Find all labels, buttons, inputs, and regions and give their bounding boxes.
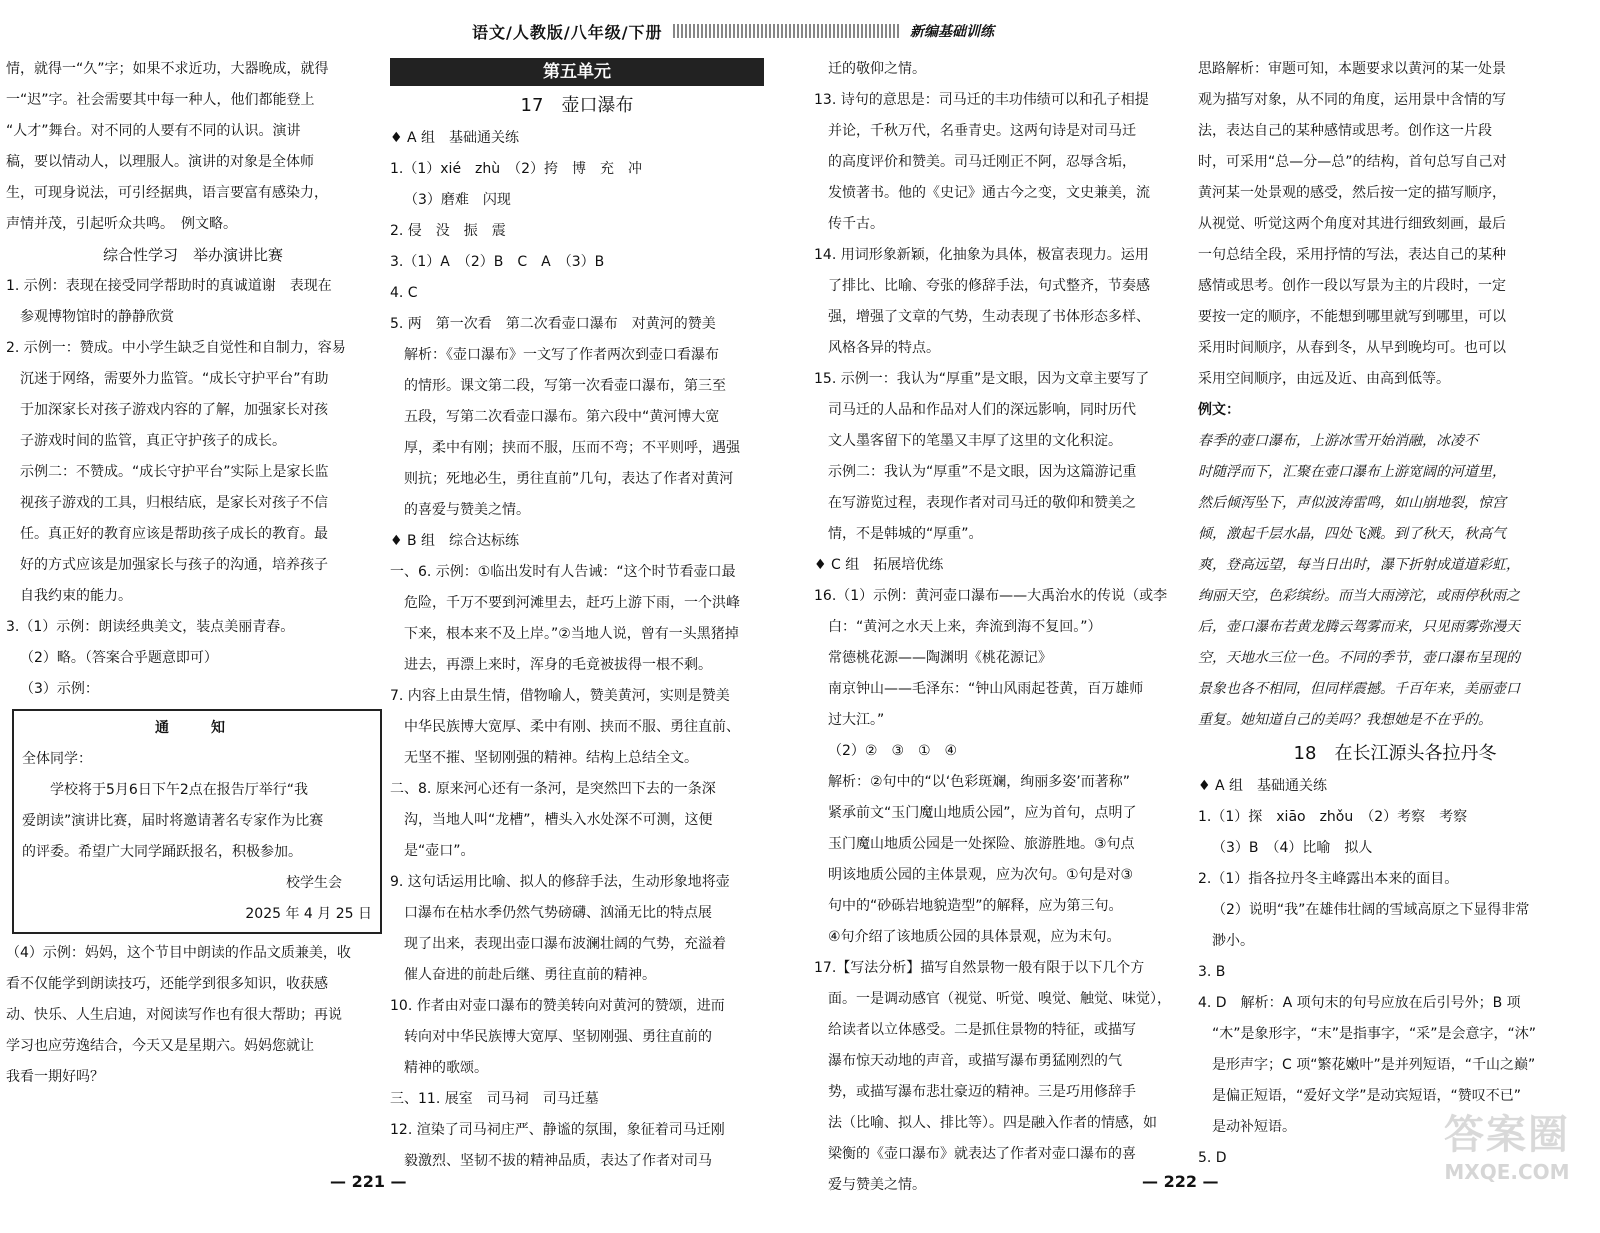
answer-line: 解析：②句中的“以‘色彩斑斓，绚丽多姿’而著称” bbox=[828, 774, 1130, 790]
answer-line: 并论，千秋万代，名垂青史。这两句诗是对司马迁 bbox=[828, 123, 1136, 139]
answer-line: 了排比、比喻、夸张的修辞手法，句式整齐，节奏感 bbox=[828, 278, 1150, 294]
answer-line: 句中的“砂砾岩地貌造型”的解释，应为第三句。 bbox=[828, 898, 1123, 914]
answer-line: 14. 用词形象新颖，化抽象为具体，极富表现力。运用 bbox=[814, 247, 1149, 263]
answer-line: 自我约束的能力。 bbox=[20, 588, 132, 604]
answer-line: 毅激烈、坚韧不拔的精神品质，表达了作者对司马 bbox=[404, 1153, 712, 1169]
answer-line: 三、11. 展室 司马祠 司马迁墓 bbox=[390, 1091, 599, 1107]
answer-line: 思路解析：审题可知，本题要求以黄河的某一处景 bbox=[1198, 61, 1506, 77]
answer-line: 法，表达自己的某种感情或思考。创作这一片段 bbox=[1198, 123, 1492, 139]
answer-line: 风格各异的特点。 bbox=[828, 340, 940, 356]
answer-line: 2. 侵 没 振 震 bbox=[390, 223, 506, 239]
answer-line: 是偏正短语，“爱好文学”是动宾短语，“赞叹不已” bbox=[1212, 1088, 1522, 1104]
series-title: 新编基础训练 bbox=[910, 24, 994, 40]
answer-line: 生，可现身说法，可引经据典，语言要富有感染力， bbox=[6, 185, 328, 201]
answer-line: 5. 两 第一次看 第二次看壶口瀑布 对黄河的赞美 bbox=[390, 316, 716, 332]
answer-line: 玉门魔山地质公园是一处探险、旅游胜地。③句点 bbox=[828, 836, 1135, 852]
answer-line: 现了出来，表现出壶口瀑布波澜壮阔的气势，充溢着 bbox=[404, 936, 726, 952]
answer-line: 一、6. 示例：①临出发时有人告诫：“这个时节看壶口最 bbox=[390, 564, 736, 580]
column-1 bbox=[6, 54, 380, 1093]
answer-line: 在写游览过程，表现作者对司马迁的敬仰和赞美之 bbox=[828, 495, 1136, 511]
answer-line: 厚，柔中有刚；挟而不服，压而不弯；不平则呼，遇强 bbox=[404, 440, 740, 456]
answer-line: 催人奋进的前赴后继、勇往直前的精神。 bbox=[404, 967, 656, 983]
answer-line: 示例二：我认为“厚重”不是文眼，因为这篇游记重 bbox=[828, 464, 1137, 480]
answer-list-1 bbox=[6, 54, 380, 705]
example-text bbox=[1198, 426, 1592, 736]
watermark-url: MXQE.COM bbox=[1444, 1160, 1570, 1184]
answer-line: 迁的敬仰之情。 bbox=[828, 61, 926, 77]
answer-line: ♦ C 组 拓展培优练 bbox=[814, 557, 944, 573]
answer-line: 则抗；死地必生，勇往直前”几句，表达了作者对黄河 bbox=[404, 471, 734, 487]
answer-line: 后，壶口瀑布若黄龙腾云驾雾而来，只见雨雾弥漫天 bbox=[1198, 619, 1520, 635]
answer-line: 然后倾泻坠下，声似波涛雷鸣，如山崩地裂，惊宫 bbox=[1198, 495, 1506, 511]
answer-list-1b bbox=[6, 938, 380, 1093]
answer-line: （4）示例：妈妈，这个节目中朗读的作品文质兼美，收 bbox=[6, 945, 351, 961]
answer-line: 3.（1）示例：朗读经典美文，装点美丽青春。 bbox=[6, 619, 295, 635]
answer-line: 4. D 解析：A 项句末的句号应放在后引号外；B 项 bbox=[1198, 995, 1521, 1011]
answer-line: 爱与赞美之情。 bbox=[828, 1177, 926, 1193]
notice-line: 的评委。希望广大同学踊跃报名，积极参加。 bbox=[22, 844, 302, 860]
answer-line: 一句总结全段，采用抒情的写法，表达自己的某种 bbox=[1198, 247, 1506, 263]
notice-line: 爱朗读”演讲比赛，届时将邀请著名专家作为比赛 bbox=[22, 813, 324, 829]
answer-line: 我看一期好吗？ bbox=[6, 1069, 104, 1085]
answer-line: 看不仅能学到朗读技巧，还能学到很多知识，收获感 bbox=[6, 976, 328, 992]
answer-line: 瀑布惊天动地的声音，或描写瀑布勇猛刚烈的气 bbox=[828, 1053, 1122, 1069]
answer-line: 口瀑布在枯水季仍然气势磅礴、汹涌无比的特点展 bbox=[404, 905, 712, 921]
answer-line: ♦ A 组 基础通关练 bbox=[390, 130, 520, 146]
answer-line: 要按一定的顺序，不能想到哪里就写到哪里，可以 bbox=[1198, 309, 1506, 325]
answer-line: 3.（1）A （2）B C A （3）B bbox=[390, 254, 605, 270]
answer-line: 常德桃花源——陶渊明《桃花源记》 bbox=[828, 650, 1052, 666]
answer-line: ♦ B 组 综合达标练 bbox=[390, 533, 520, 549]
column-3 bbox=[814, 54, 1190, 1201]
answer-line: 1. 示例：表现在接受同学帮助时的真诚道谢 表现在 bbox=[6, 278, 332, 294]
header-pattern bbox=[673, 24, 900, 38]
answer-line: 是形声字；C 项“繁花嫩叶”是并列短语，“千山之巅” bbox=[1212, 1057, 1536, 1073]
answer-line: 是“壶口”。 bbox=[404, 843, 475, 859]
answer-line: 南京钟山——毛泽东：“钟山风雨起苍黄，百万雄师 bbox=[828, 681, 1144, 697]
answer-line: 2.（1）指各拉丹冬主峰露出本来的面目。 bbox=[1198, 871, 1459, 887]
page-number-right: — 222 — bbox=[1142, 1172, 1219, 1191]
answer-line: 空，天地水三位一色。不同的季节，壶口瀑布呈现的 bbox=[1198, 650, 1520, 666]
answer-line: 于加深家长对孩子游戏内容的了解，加强家长对孩 bbox=[20, 402, 328, 418]
answer-line: 参观博物馆时的静静欣赏 bbox=[20, 309, 174, 325]
answer-line: 爽，登高远望，每当日出时，瀑下折射成道道彩虹， bbox=[1198, 557, 1520, 573]
answer-line: 法（比喻、拟人、排比等）。四是融入作者的情感，如 bbox=[828, 1115, 1157, 1131]
running-header bbox=[472, 18, 994, 44]
answer-line: 发愤著书。他的《史记》通古今之变，文史兼美，流 bbox=[828, 185, 1150, 201]
answer-line: 10. 作者由对壶口瀑布的赞美转向对黄河的赞颂，进而 bbox=[390, 998, 725, 1014]
answer-line: 学习也应劳逸结合，今天又是星期六。妈妈您就让 bbox=[6, 1038, 314, 1054]
answer-line: ♦ A 组 基础通关练 bbox=[1198, 778, 1328, 794]
answer-line: 从视觉、听觉这两个角度对其进行细致刻画，最后 bbox=[1198, 216, 1506, 232]
answer-line: 4. C bbox=[390, 285, 418, 301]
answer-line: 感情或思考。创作一段以写景为主的片段时，一定 bbox=[1198, 278, 1506, 294]
answer-line: 视孩子游戏的工具，归根结底，是家长对孩子不信 bbox=[20, 495, 328, 511]
answer-line: 五段，写第二次看壶口瀑布。第六段中“黄河博大宽 bbox=[404, 409, 720, 425]
answer-line: （2）② ③ ① ④ bbox=[828, 743, 958, 759]
answer-line: 黄河某一处景观的感受，然后按一定的描写顺序， bbox=[1198, 185, 1506, 201]
answer-line: ④句介绍了该地质公园的具体景观，应为末句。 bbox=[828, 929, 1121, 945]
answer-line: 春季的壶口瀑布，上游冰雪开始消融，冰凌不 bbox=[1198, 433, 1478, 449]
answer-line: 稿，要以情动人，以理服人。演讲的对象是全体师 bbox=[6, 154, 314, 170]
answer-line: 白：“黄河之水天上来，奔流到海不复回。”） bbox=[828, 619, 1102, 635]
answer-line: 1.（1）探 xiāo zhǒu （2）考察 考察 bbox=[1198, 809, 1468, 825]
notice-line: 学校将于5月6日下午2点在报告厅举行“我 bbox=[50, 782, 308, 798]
answer-line: 景象也各不相同，但同样震撼。千百年来，美丽壶口 bbox=[1198, 681, 1520, 697]
answer-line: 梁衡的《壶口瀑布》就表达了作者对壶口瀑布的喜 bbox=[828, 1146, 1136, 1162]
answer-line: “人才”舞台。对不同的人要有不同的认识。演讲 bbox=[6, 123, 301, 139]
answer-line: 面。一是调动感官（视觉、听觉、嗅觉、触觉、味觉）， bbox=[828, 991, 1171, 1007]
answer-line: 绚丽天空，色彩缤纷。而当大雨滂沱，或雨停秋雨之 bbox=[1198, 588, 1520, 604]
answer-line: “木”是象形字，“末”是指事字，“采”是会意字，“沐” bbox=[1212, 1026, 1537, 1042]
answer-line: 的高度评价和赞美。司马迁刚正不阿，忍辱含垢， bbox=[828, 154, 1136, 170]
answer-line: 文人墨客留下的笔墨又丰厚了这里的文化积淀。 bbox=[828, 433, 1122, 449]
notice-greeting: 全体同学： bbox=[22, 751, 92, 767]
answer-line: 时随浮而下，汇聚在壶口瀑布上游宽阔的河道里， bbox=[1198, 464, 1506, 480]
column-4 bbox=[1198, 54, 1592, 1174]
watermark-logo bbox=[1432, 1103, 1582, 1203]
answer-line: 沉迷于网络，需要外力监管。“成长守护平台”有助 bbox=[20, 371, 329, 387]
answer-line: 沟，当地人叫“龙槽”，槽头入水处深不可测，这便 bbox=[404, 812, 713, 828]
answer-line: 5. D bbox=[1198, 1150, 1227, 1166]
lesson-title: 18 在长江源头各拉丹冬 bbox=[1293, 743, 1497, 764]
notice-date: 2025 年 4 月 25 日 bbox=[245, 906, 372, 922]
answer-line: 是动补短语。 bbox=[1212, 1119, 1296, 1135]
answer-line: 势，或描写瀑布悲壮豪迈的精神。三是巧用修辞手 bbox=[828, 1084, 1136, 1100]
answer-line: 12. 渲染了司马祠庄严、静谧的氛围，象征着司马迁刚 bbox=[390, 1122, 725, 1138]
answer-line: 无坚不摧、坚韧刚强的精神。结构上总结全文。 bbox=[404, 750, 698, 766]
answer-line: 明该地质公园的主体景观，应为次句。①句是对③ bbox=[828, 867, 1134, 883]
watermark-text: 答案圈 bbox=[1444, 1112, 1570, 1158]
answer-line: 17.【写法分析】描写自然景物一般有限于以下几个方 bbox=[814, 960, 1145, 976]
answer-line: 时，可采用“总—分—总”的结构，首句总写自己对 bbox=[1198, 154, 1507, 170]
answer-line: 的情形。课文第二段，写第一次看壶口瀑布，第三至 bbox=[404, 378, 726, 394]
answer-line: 3. B bbox=[1198, 964, 1226, 980]
lesson-title: 17 壶口瀑布 bbox=[520, 95, 634, 116]
answer-line: 给读者以立体感受。二是抓住景物的特征，或描写 bbox=[828, 1022, 1136, 1038]
example-label: 例文： bbox=[1198, 402, 1240, 418]
answer-line: 过大江。” bbox=[828, 712, 885, 728]
page-number-left: — 221 — bbox=[330, 1172, 407, 1191]
answer-line: 重复。她知道自己的美吗？我想她是不在乎的。 bbox=[1198, 712, 1492, 728]
answer-line: 13. 诗句的意思是：司马迁的丰功伟绩可以和孔子相提 bbox=[814, 92, 1149, 108]
answer-line: 下来，根本来不及上岸。”②当地人说，曾有一头黑猪掉 bbox=[404, 626, 739, 642]
answer-list-2 bbox=[390, 123, 764, 1177]
notice-title: 通 知 bbox=[155, 720, 239, 736]
answer-line: 倾，激起千层水晶，四处飞溅。到了秋天，秋高气 bbox=[1198, 526, 1506, 542]
book-subject: 语文/人教版/八年级/下册 bbox=[472, 22, 663, 42]
answer-line: 任。真正好的教育应该是帮助孩子成长的教育。最 bbox=[20, 526, 328, 542]
answer-line: （2）略。（答案合乎题意即可） bbox=[20, 650, 218, 666]
answer-line: 渺小。 bbox=[1212, 933, 1254, 949]
answer-line: 一“迟”字。社会需要其中每一种人，他们都能登上 bbox=[6, 92, 315, 108]
answer-line: 采用时间顺序，从春到冬，从早到晚均可。也可以 bbox=[1198, 340, 1506, 356]
answer-line: 声情并茂，引起听众共鸣。 例文略。 bbox=[6, 216, 237, 232]
answer-line: 示例二：不赞成。“成长守护平台”实际上是家长监 bbox=[20, 464, 329, 480]
answer-line: 强，增强了文章的气势，生动表现了书体形态多样、 bbox=[828, 309, 1150, 325]
answer-line: （3）示例： bbox=[20, 681, 99, 697]
answer-line: 好的方式应该是加强家长与孩子的沟通，培养孩子 bbox=[20, 557, 328, 573]
column-2 bbox=[390, 54, 764, 1177]
answer-line: 情，不是韩城的“厚重”。 bbox=[828, 526, 983, 542]
answer-line: （3）磨难 闪现 bbox=[404, 192, 511, 208]
answer-list-3 bbox=[814, 54, 1190, 1201]
answer-line: 2. 示例一：赞成。中小学生缺乏自觉性和自制力，容易 bbox=[6, 340, 346, 356]
answer-line: 二、8. 原来河心还有一条河，是突然凹下去的一条深 bbox=[390, 781, 716, 797]
answer-line: 综合性学习 举办演讲比赛 bbox=[102, 246, 283, 264]
answer-line: 15. 示例一：我认为“厚重”是文眼，因为文章主要写了 bbox=[814, 371, 1150, 387]
answer-line: 解析：《壶口瀑布》一文写了作者两次到壶口看瀑布 bbox=[404, 347, 719, 363]
answer-line: 子游戏时间的监管，真正守护孩子的成长。 bbox=[20, 433, 286, 449]
answer-line: 紧承前文“玉门魔山地质公园”，应为首句，点明了 bbox=[828, 805, 1137, 821]
answer-line: 转向对中华民族博大宽厚、坚韧刚强、勇往直前的 bbox=[404, 1029, 712, 1045]
answer-line: 传千古。 bbox=[828, 216, 884, 232]
answer-line: 1.（1）xié zhù （2）挎 博 充 冲 bbox=[390, 161, 643, 177]
answer-line: 16.（1）示例：黄河壶口瀑布——大禹治水的传说（或李 bbox=[814, 588, 1168, 604]
answer-line: （2）说明“我”在雄伟壮阔的雪域高原之下显得非常 bbox=[1212, 902, 1530, 918]
answer-line: 进去，再漂上来时，浑身的毛竟被拔得一根不剩。 bbox=[404, 657, 712, 673]
notice-box bbox=[12, 709, 382, 934]
answer-line: 精神的歌颂。 bbox=[404, 1060, 488, 1076]
answer-line: 司马迁的人品和作品对人们的深远影响，同时历代 bbox=[828, 402, 1136, 418]
answer-line: 危险，千万不要到河滩里去，赶巧上游下雨，一个洪峰 bbox=[404, 595, 740, 611]
answer-line: 9. 这句话运用比喻、拟人的修辞手法，生动形象地将壶 bbox=[390, 874, 730, 890]
answer-line: 观为描写对象，从不同的角度，运用景中含情的写 bbox=[1198, 92, 1506, 108]
answer-line: 情，就得一“久”字；如果不求近功，大器晚成，就得 bbox=[6, 61, 329, 77]
answer-line: （3）B （4）比喻 拟人 bbox=[1212, 840, 1373, 856]
answer-line: 7. 内容上由景生情，借物喻人，赞美黄河，实则是赞美 bbox=[390, 688, 730, 704]
answer-line: 动、快乐、人生启迪，对阅读写作也有很大帮助；再说 bbox=[6, 1007, 342, 1023]
notice-signer: 校学生会 bbox=[286, 875, 342, 891]
unit-banner: 第五单元 bbox=[390, 58, 764, 86]
answer-line: 的喜爱与赞美之情。 bbox=[404, 502, 530, 518]
answer-line: 中华民族博大宽厚、柔中有刚、挟而不服、勇往直前、 bbox=[404, 719, 740, 735]
answer-list-4 bbox=[1198, 54, 1592, 395]
answer-line: 采用空间顺序，由远及近、由高到低等。 bbox=[1198, 371, 1450, 387]
